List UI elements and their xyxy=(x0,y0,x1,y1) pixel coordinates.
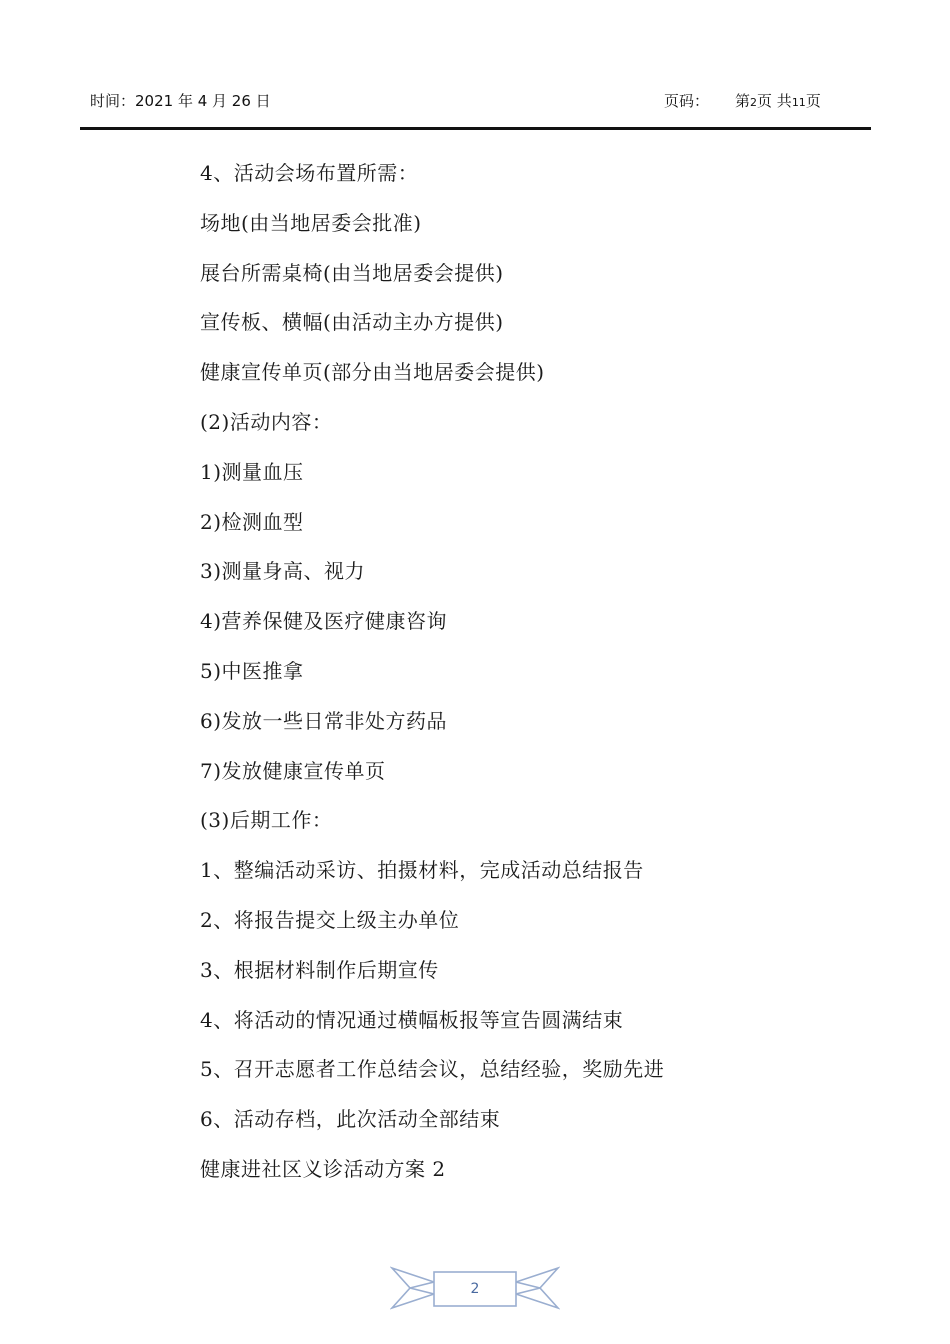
body-line: 宣传板、横幅(由活动主办方提供) xyxy=(200,310,504,335)
header-page-info xyxy=(664,90,821,111)
body-line: (3)后期工作： xyxy=(200,808,333,833)
header-page-prefix: 第 xyxy=(735,92,751,110)
document-body xyxy=(200,156,840,1202)
body-line: 4、将活动的情况通过横幅板报等宣告圆满结束 xyxy=(200,1007,624,1032)
body-line: 6、活动存档，此次活动全部结束 xyxy=(200,1107,501,1132)
header-date: 时间：2021 年 4 月 26 日 xyxy=(90,92,271,110)
header-page-current: 2 xyxy=(750,96,758,109)
body-line: 健康宣传单页(部分由当地居委会提供) xyxy=(200,360,545,385)
body-line: 2、将报告提交上级主办单位 xyxy=(200,907,460,932)
body-line: 5)中医推拿 xyxy=(200,658,304,683)
body-line: 展台所需桌椅(由当地居委会提供) xyxy=(200,260,504,285)
body-line: 5、召开志愿者工作总结会议，总结经验，奖励先进 xyxy=(200,1057,665,1082)
header-page-label: 页码： xyxy=(664,92,710,110)
body-line: 7)发放健康宣传单页 xyxy=(200,758,386,783)
header-divider xyxy=(80,127,871,130)
page-header xyxy=(0,86,950,116)
body-line: (2)活动内容： xyxy=(200,409,333,434)
body-line: 健康进社区义诊活动方案 2 xyxy=(200,1156,446,1181)
body-line: 1)测量血压 xyxy=(200,459,304,484)
body-line: 4)营养保健及医疗健康咨询 xyxy=(200,609,448,634)
body-line: 场地(由当地居委会批准) xyxy=(200,210,422,235)
header-page-suffix: 页 xyxy=(805,92,821,110)
header-page-total: 11 xyxy=(791,96,806,109)
header-page-mid: 页 共 xyxy=(757,92,792,110)
body-line: 3、根据材料制作后期宣传 xyxy=(200,957,439,982)
body-line: 4、活动会场布置所需： xyxy=(200,161,419,185)
page-number: 2 xyxy=(470,1281,480,1297)
body-line: 2)检测血型 xyxy=(200,509,304,534)
body-line: 6)发放一些日常非处方药品 xyxy=(200,708,448,733)
body-line: 3)测量身高、视力 xyxy=(200,559,366,584)
body-line: 1、整编活动采访、拍摄材料，完成活动总结报告 xyxy=(200,858,644,883)
